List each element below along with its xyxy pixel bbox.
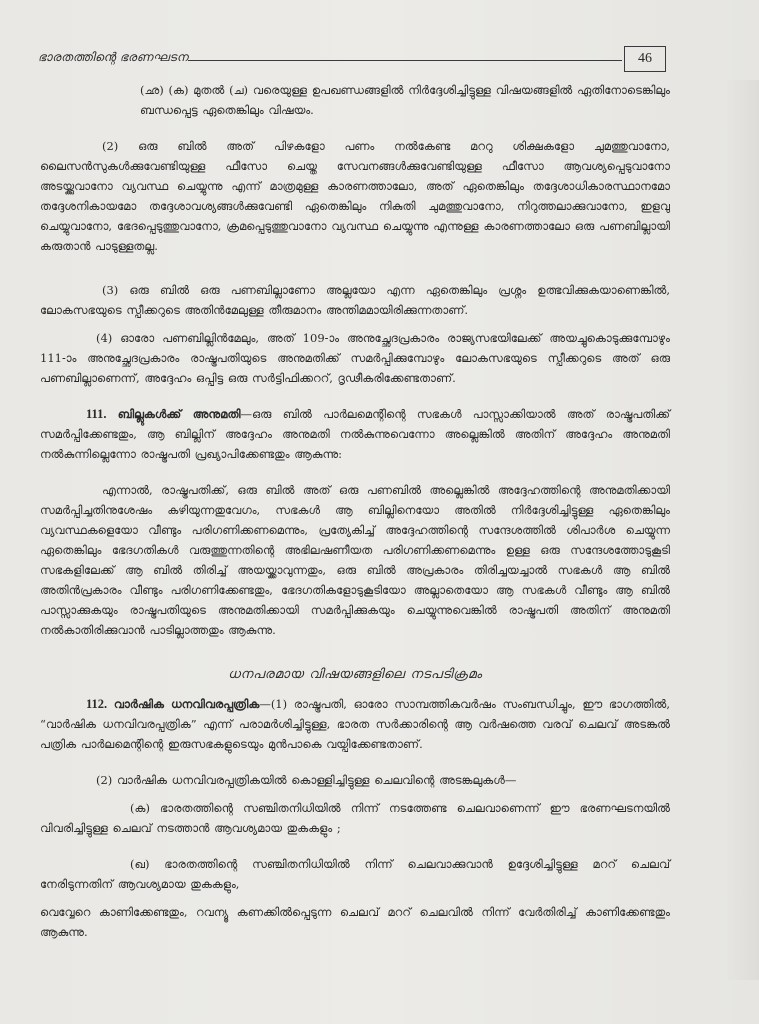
header-rule bbox=[188, 60, 622, 61]
section-112-clause-2: (2) വാർഷിക ധനവിവരപ്പത്രികയിൽ കൊള്ളിച്ചിട്ടുള്ള ചെലവിന്റെ അടങ്കലുകൾ— bbox=[96, 773, 517, 787]
section-111 bbox=[40, 404, 670, 464]
clause-2: (2) ഒരു ബിൽ അത് പിഴകളോ പണം നൽകേണ്ട മററു ശിക്ഷകളോ ചുമത്തുവാനോ, ലൈസൻസുകൾക്കുവേണ്ടിയുള്ള ഫീസോ ചെയ്ത സേവനങ്ങൾക്കുവേണ്ടിയുള്ള ഫീസോ ആവശ്യപ്പെടുവാനോ അടയ്ക്കുവാനോ വ്യവസ്ഥ ചെയ്യുന്നു എന്ന് മാത്രമുള്ള കാരണത്താലോ, അത് ഏതെങ്കിലും തദ്ദേശാധികാരസ്ഥാനമോ തദ്ദേശനികായമോ തദ്ദേശാവശ്യങ്ങൾക്കുവേണ്ടി ഏതെങ്കിലും നികുതി ചുമത്തുവാനോ, നിറുത്തലാക്കുവാനോ, ഇളവു ചെയ്യുവാനോ, ഭേദപ്പെടുത്തുവാനോ, ക്രമപ്പെടുത്തുവാനോ വ്യവസ്ഥ ചെയ്യുന്നു എന്നുള്ള കാരണത്താലോ ഒരു പണബില്ലായി കരുതാൻ പാടുള്ളതല്ല. bbox=[40, 139, 670, 253]
section-112-body: —(1) രാഷ്ട്രപതി, ഓരോ സാമ്പത്തികവർഷം സംബന്ധിച്ചും, ഈ ഭാഗത്തിൽ, “വാർഷിക ധനവിവരപ്പത്രിക” എന്ന് പരാമർശിച്ചിട്ടുള്ള, ഭാരത സർക്കാരിന്റെ ആ വർഷത്തെ വരവ് ചെലവ് അടങ്കൽ പത്രിക പാർലമെന്റിന്റെ ഇരുസഭകളുടെയും മുൻപാകെ വയ്പിക്കേണ്ടതാണ്. bbox=[40, 697, 670, 751]
clause-4: (4) ഓരോ പണബില്ലിൻമേലും, അത് 109-ാം അനുച്ഛേദപ്രകാരം രാജ്യസഭയിലേക്ക് അയച്ചുകൊടുക്കുമ്പോഴും 111-ാം അനുച്ഛേദപ്രകാരം രാഷ്ട്രപതിയുടെ അനുമതിക്ക് സമർപ്പിക്കുമ്പോഴും ലോകസഭയുടെ സ്പീക്കറുടെ അത് ഒരു പണബില്ലാണെന്ന്, അദ്ദേഹം ഒപ്പിട്ട ഒരു സർട്ടിഫിക്കററ്, ദൃഢീകരിക്കേണ്ടതാണ്. bbox=[40, 331, 670, 385]
section-112-number: 112. bbox=[86, 697, 108, 711]
section-111-number: 111. bbox=[86, 407, 107, 421]
section-112-heading: വാർഷിക ധനവിവരപ്പത്രിക bbox=[113, 697, 260, 711]
section-111-body: —ഒരു ബിൽ പാർലമെന്റിന്റെ സഭകൾ പാസ്സാക്കിയാൽ അത് രാഷ്ട്രപതിക്ക് സമർപ്പിക്കേണ്ടതും, ആ ബില്ലിന് അദ്ദേഹം അനുമതി നൽകുന്നുവെന്നോ അല്ലെങ്കിൽ അതിന് അദ്ദേഹം അനുമതി നൽകുന്നില്ലെന്നോ രാഷ്ട്രപതി പ്രഖ്യാപിക്കേണ്ടതും ആകുന്നു: bbox=[40, 407, 671, 461]
page-header bbox=[38, 44, 666, 76]
section-heading-financial: ധനപരമായ വിഷയങ്ങളിലെ നടപടിക്രമം bbox=[227, 667, 483, 682]
clause-g-text: (ഛ) (ക) മുതൽ (ച) വരെയുള്ള ഉപഖണ്ഡങ്ങളിൽ നിർദ്ദേശിച്ചിട്ടുള്ള വിഷയങ്ങളിൽ ഏതിനോടെങ്കിലും ബന്ധപ്പെട്ട ഏതെങ്കിലും വിഷയം. bbox=[140, 83, 670, 117]
section-111-proviso: എന്നാൽ, രാഷ്ട്രപതിക്ക്, ഒരു ബിൽ അത് ഒരു പണബിൽ അല്ലെങ്കിൽ അദ്ദേഹത്തിന്റെ അനുമതിക്കായി സമർപ്പിച്ചതിനുശേഷം കഴിയുന്നതുവേഗം, സഭകൾ ആ ബില്ലിനെയോ അതിൽ നിർദ്ദേശിച്ചിട്ടുള്ള ഏതെങ്കിലും വ്യവസ്ഥകളെയോ വീണ്ടും പരിഗണിക്കണമെന്നും, പ്രത്യേകിച്ച് അദ്ദേഹത്തിന്റെ സന്ദേശത്തിൽ ശിപാർശ ചെയ്യുന്ന ഏതെങ്കിലും ഭേദഗതികൾ വരുത്തുന്നതിന്റെ അഭിലഷണീയത പരിഗണിക്കണമെന്നും ഉള്ള ഒരു സന്ദേശത്തോടുകൂടി സഭകളിലേക്ക് ആ ബിൽ തിരിച്ച് അയയ്ക്കാവുന്നതും, ഒരു ബിൽ അപ്രകാരം തിരിച്ചയച്ചാൽ സഭകൾ ആ ബിൽ അതിൻപ്രകാരം വീണ്ടും പരിഗണിക്കേണ്ടതും, ഭേദഗതികളോടുകൂടിയോ അല്ലാതെയോ ആ സഭകൾ വീണ്ടും ആ ബിൽ പാസ്സാക്കുകയും രാഷ്ട്രപതിയുടെ അനുമതിക്കായി സമർപ്പിക്കുകയും ചെയ്യുന്നുവെങ്കിൽ രാഷ്ട്രപതി അതിന് അനുമതി നൽകാതിരിക്കുവാൻ പാടില്ലാത്തതും ആകുന്നു. bbox=[40, 483, 670, 637]
page-edge-shadow bbox=[725, 80, 759, 980]
clause-g bbox=[40, 80, 670, 120]
section-112-clause-2a: (ക) ഭാരതത്തിന്റെ സഞ്ചിതനിധിയിൽ നിന്ന് നടത്തേണ്ട ചെലവാണെന്ന് ഈ ഭരണഘടനയിൽ വിവരിച്ചിട്ടുള്ള ചെലവ് നടത്താൻ ആവശ്യമായ തുകകളും ; bbox=[40, 801, 670, 835]
section-111-heading: ബില്ലുകൾക്ക് അനുമതി bbox=[117, 407, 241, 421]
page-number: 46 bbox=[624, 46, 666, 72]
section-112 bbox=[40, 694, 670, 754]
page-content bbox=[40, 80, 670, 942]
clause-3: (3) ഒരു ബിൽ ഒരു പണബില്ലാണോ അല്ലയോ എന്ന ഏതെങ്കിലും പ്രശ്നം ഉത്ഭവിക്കുകയാണെങ്കിൽ, ലോകസഭയുടെ സ്പീക്കറുടെ അതിൻമേലുള്ള തീരുമാനം അന്തിമമായിരിക്കുന്നതാണ്. bbox=[40, 283, 670, 317]
section-112-tail: വെവ്വേറെ കാണിക്കേണ്ടതും, റവന്യൂ കണക്കിൽപ്പെടുന്ന ചെലവ് മററ് ചെലവിൽ നിന്ന് വേർതിരിച്ച് കാണിക്കേണ്ടതും ആകുന്നു. bbox=[40, 905, 670, 939]
running-title: ഭാരതത്തിന്റെ ഭരണഘടന bbox=[38, 50, 189, 64]
section-112-clause-2b: (ഖ) ഭാരതത്തിന്റെ സഞ്ചിതനിധിയിൽ നിന്ന് ചെലവാക്കുവാൻ ഉദ്ദേശിച്ചിട്ടുള്ള മററ് ചെലവ് നേരിടുന്നതിന് ആവശ്യമായ തുകകളും, bbox=[40, 857, 670, 891]
